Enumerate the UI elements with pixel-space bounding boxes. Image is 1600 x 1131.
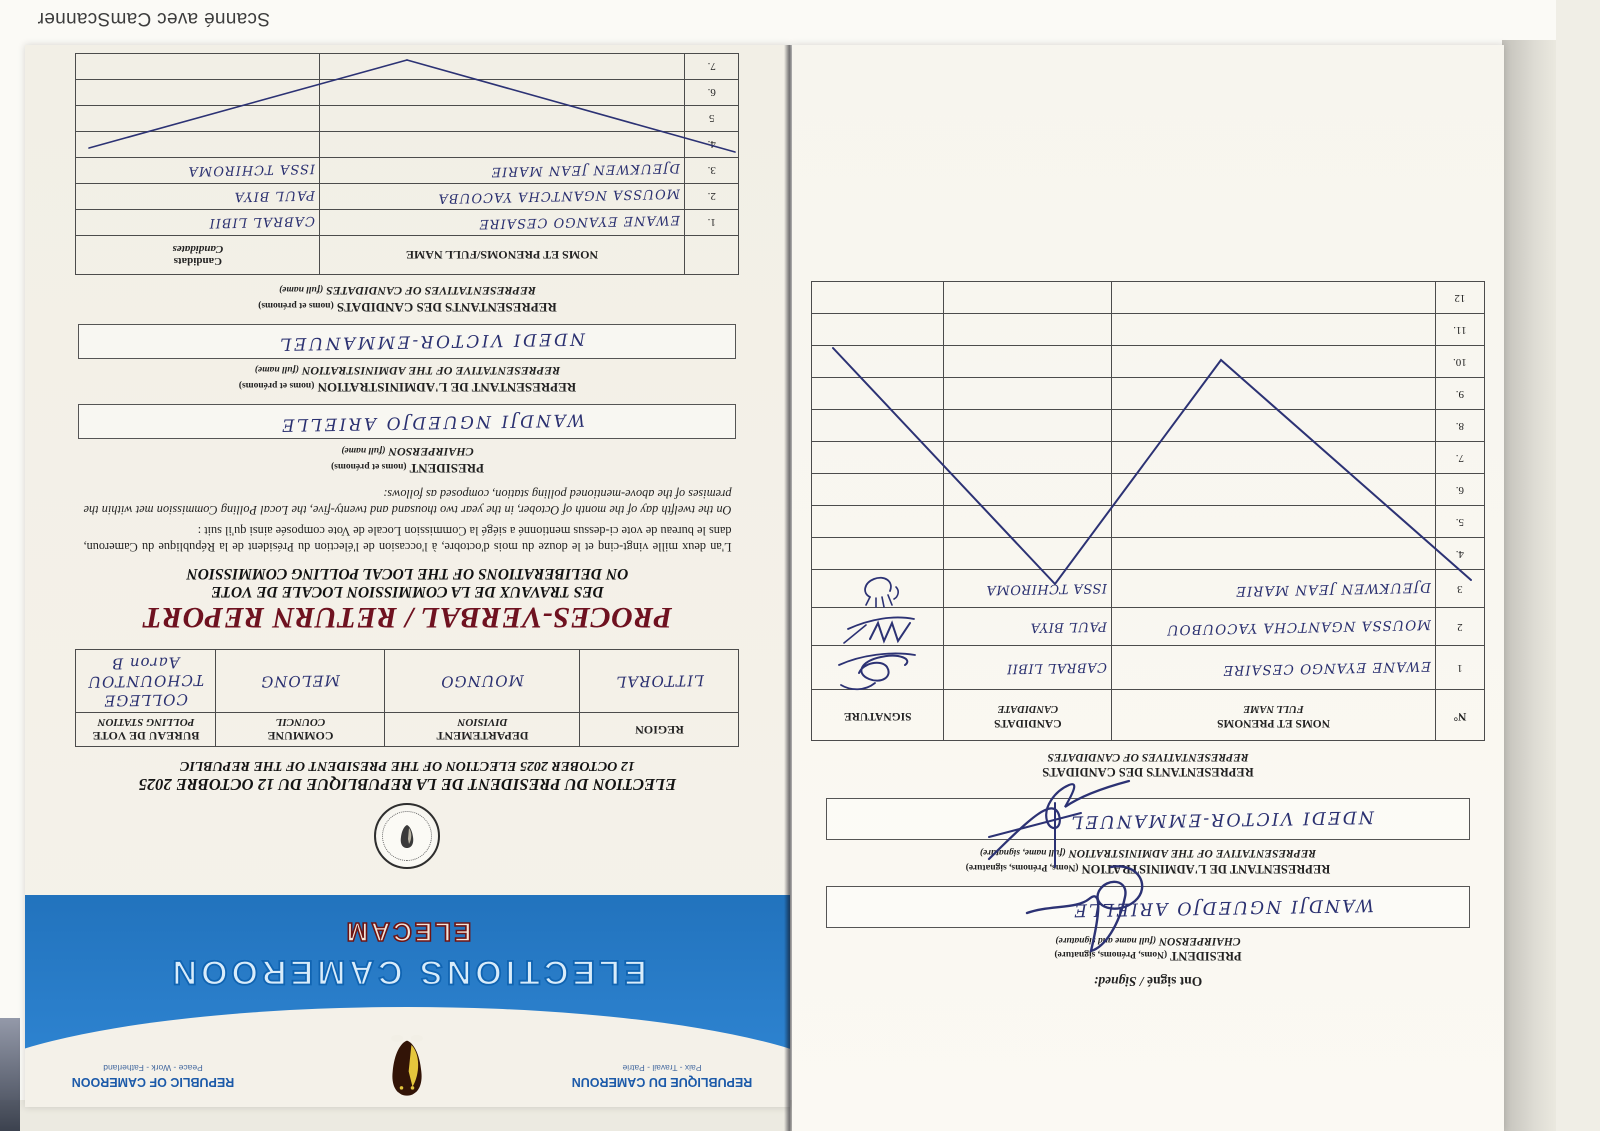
election-title-en: 12 OCTOBER 2025 ELECTION OF THE PRESIDENT OF THE REPUBLIC xyxy=(180,758,635,773)
elecam-wordmark: ELECAM xyxy=(343,917,472,947)
cover-page xyxy=(25,45,790,1107)
polling-station-header-cell: BUREAU DE VOTE POLLING STATION xyxy=(76,713,216,747)
row3-hand-doodle xyxy=(850,575,906,611)
table-row: 11. xyxy=(812,314,1485,346)
fullname-header-cell: NOMS ET PRENOMS FULL NAME xyxy=(1112,690,1436,741)
republic-en-title: REPUBLIC OF CAMEROON xyxy=(71,1075,235,1089)
motto-en: Peace - Work - Fatherland xyxy=(103,1063,203,1073)
signature-table xyxy=(811,281,1485,741)
republic-fr-title: REPUBLIQUE DU CAMEROUN xyxy=(571,1075,753,1089)
elections-cameroon-wordmark: ELECTIONS CAMEROON xyxy=(168,953,647,991)
council-header-cell: COMMUNE COUNCIL xyxy=(216,713,385,747)
president-name-handwriting: WANDJI NGUEDJO ARIELLE xyxy=(1071,894,1375,920)
report-title: PROCES-VERBAL / RETURN REPORT xyxy=(142,601,673,634)
admin-rep-name-box xyxy=(79,324,737,359)
republic-en-block xyxy=(53,1063,253,1089)
scan-shadow-strip xyxy=(1502,40,1562,1131)
admin-signature-box xyxy=(826,798,1470,840)
division-value-cell: MOUNGO xyxy=(385,650,580,713)
table-row: 10. xyxy=(812,346,1485,378)
table-row: 7. xyxy=(812,442,1485,474)
president-signature-label: PRESIDENT (Noms, Prénoms, signature) CHAIRPERSON (full name and signature) xyxy=(1054,934,1242,963)
table-row: 6. xyxy=(812,474,1485,506)
candidates-reps-heading: REPRESENTANTS DES CANDIDATS REPRESENTATIVES OF CANDIDATES xyxy=(1042,751,1254,780)
preamble-en: On the twelfth day of the month of October, in the year two thousand and twenty-five, the Local Polling Commission met within the premises of the above-mentioned polling station, composed as follows: xyxy=(83,486,732,517)
row1-signature-scribble xyxy=(835,651,921,695)
cover-page-content xyxy=(25,45,790,1107)
republic-fr-block xyxy=(562,1063,762,1089)
table-row: 1. EWANE EYANGO CESAIRE CABRAL LIBII xyxy=(76,209,739,235)
table-row: 4. xyxy=(812,538,1485,570)
cover-reps-table xyxy=(76,53,740,275)
cover-reps-header-row xyxy=(76,235,739,274)
scan-background-right xyxy=(1556,0,1600,1131)
table-row: 8. xyxy=(812,410,1485,442)
table-row: 7. xyxy=(76,53,739,79)
council-value-cell: MELONG xyxy=(216,650,385,713)
fullname-header-cell: NOMS ET PRENOMS/FULL NAME xyxy=(320,235,685,274)
official-stamp xyxy=(375,803,441,869)
table-row: 3. DJEUKWEN JEAN MARIE ISSA TCHIROMA xyxy=(76,157,739,183)
table-row: 12 xyxy=(812,282,1485,314)
candidates-reps-label-en: REPRESENTATIVES OF CANDIDATES (full name) xyxy=(279,283,536,298)
table-row: 3 DJEUKWEN JEAN MARIE ISSA TCHIROMA xyxy=(812,570,1485,608)
admin-rep-name-handwriting: NDEDI VICTOR-EMMANUEL xyxy=(277,328,586,354)
table-row: 2 MOUSSA NGANTCHA YACOUBOU PAUL BIYA xyxy=(812,608,1485,646)
report-subtitle-fr: DES TRAVAUX DE LA COMMISSION LOCALE DE VOTE xyxy=(211,583,604,600)
table-row: 4. xyxy=(76,131,739,157)
signed-heading: Ont signé / Signed: xyxy=(1093,974,1203,989)
admin-name-handwriting: NDEDI VICTOR-EMMANUEL xyxy=(1069,806,1375,833)
camscanner-watermark: Scanné avec CamScanner xyxy=(37,8,270,29)
region-value-cell: LITTORAL xyxy=(580,650,739,713)
signature-table-header-row xyxy=(812,690,1485,741)
candidate-header-cell: CANDIDATS CANDIDATE xyxy=(944,690,1112,741)
preamble-fr: L'an deux mille vingt-cinq et le douze du mois d'octobre, à l'occasion de l'élection du Président de la République du Cameroun, dans le bureau de vote ci-dessus mentionné a siégé la Commission Locale de Vote composée ainsi qu'il suit : xyxy=(83,524,732,554)
admin-rep-label-fr: REPRESENTANT DE L'ADMINISTRATION (noms et prénoms) xyxy=(238,380,577,396)
signature-page xyxy=(792,45,1504,1131)
table-row: 5 xyxy=(76,105,739,131)
motto-fr: Paix - Travail - Patrie xyxy=(622,1063,702,1073)
chairperson-name-box xyxy=(79,404,737,439)
chairperson-label-en: CHAIRPERSON (full name) xyxy=(341,445,474,460)
polling-station-value-cell: COLLEGE TCHOUNTOU Aaron B xyxy=(76,650,216,713)
candidate-header-cell: Candidats Candidates xyxy=(76,235,320,274)
table-row: 2. MOUSSA NGANTCHA YACOUBA PAUL BIYA xyxy=(76,183,739,209)
location-header-row xyxy=(76,713,739,747)
elecam-banner xyxy=(25,895,790,1107)
table-row: 5. xyxy=(812,506,1485,538)
row2-signature-scribble xyxy=(838,613,918,649)
region-header-cell: REGION xyxy=(580,713,739,747)
no-header-cell xyxy=(684,235,739,274)
signature-table-wrap xyxy=(811,281,1485,741)
cover-reps-table-wrap xyxy=(76,53,740,275)
no-header-cell: N° xyxy=(1435,690,1484,741)
table-row: 1 EWANE EYANGO CESAIRE CABRAL LIBII xyxy=(812,646,1485,690)
president-signature-box xyxy=(826,886,1470,928)
chairperson-name-handwriting: WANDJI NGUEDJO ARIELLE xyxy=(279,409,586,435)
division-header-cell: DEPARTEMENT DIVISION xyxy=(385,713,580,747)
location-table xyxy=(76,649,740,747)
signature-header-cell: SIGNATURE xyxy=(812,690,944,741)
admin-signature-label: REPRESENTANT DE L'ADMINISTRATION (Noms, Prénoms, signature) REPRESENTATIVE OF THE ADMINISTRATION (full name, signature) xyxy=(965,847,1331,876)
admin-rep-label-en: REPRESENTATIVE OF THE ADMINISTRATION (full name) xyxy=(254,364,561,379)
table-row: 6. xyxy=(76,79,739,105)
signature-page-content xyxy=(792,45,1504,1131)
scan-dark-corner xyxy=(0,1018,20,1131)
table-row: 9. xyxy=(812,378,1485,410)
stamp-emblem-icon xyxy=(393,821,423,851)
report-subtitle-en: ON DELIBERATIONS OF THE LOCAL POLLING COMMISSION xyxy=(186,565,629,582)
candidates-reps-label-fr: REPRESENTANTS DES CANDIDATS (noms et prénoms) xyxy=(258,299,557,315)
location-value-row xyxy=(76,650,739,713)
election-title-fr: ELECTION DU PRESIDENT DE LA REPUBLIQUE DU 12 OCTOBRE 2025 xyxy=(138,775,677,794)
elecam-mascot-icon xyxy=(375,1031,441,1103)
president-label-fr: PRESIDENT (noms et prénoms) xyxy=(331,461,484,477)
